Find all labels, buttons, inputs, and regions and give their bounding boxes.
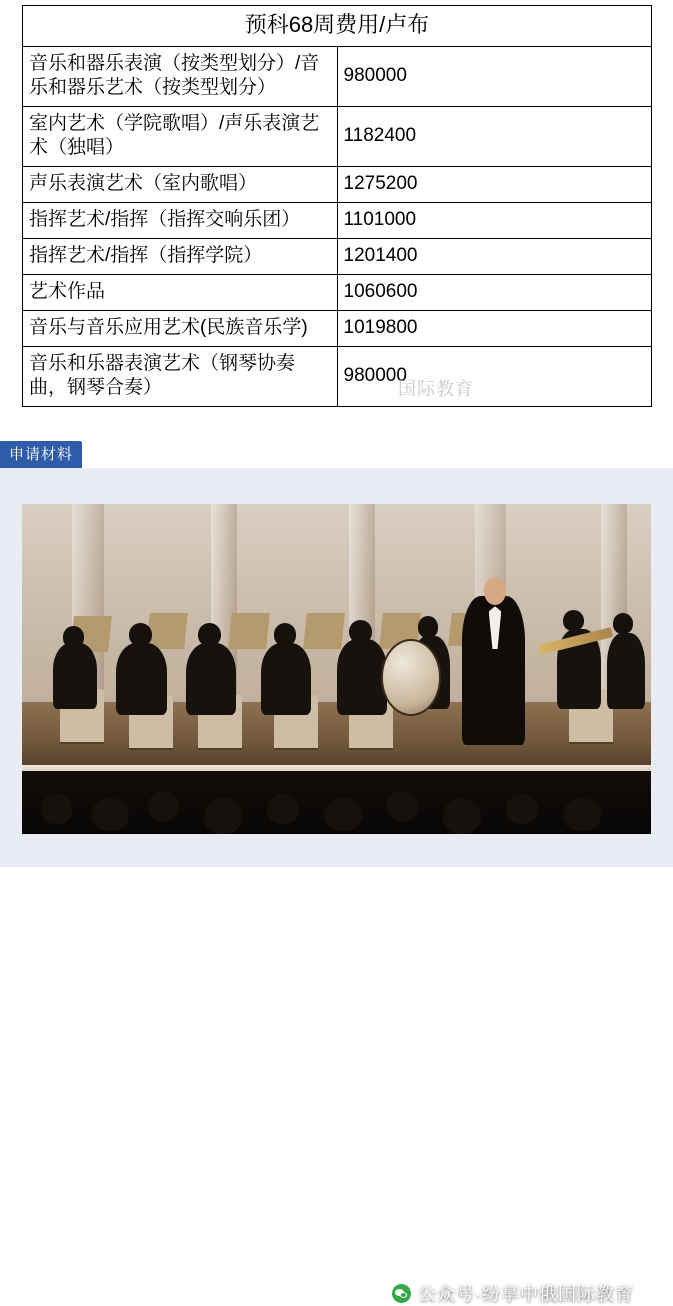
musician-head <box>563 610 584 631</box>
program-fee: 1182400 <box>337 107 652 167</box>
audience-head <box>563 798 601 831</box>
audience-head <box>506 794 537 824</box>
table-row <box>23 275 652 311</box>
audience-head <box>91 798 129 831</box>
orchestra-musician <box>53 643 97 709</box>
program-name: 指挥艺术/指挥（指挥学院） <box>23 239 338 275</box>
program-fee: 1060600 <box>337 275 652 311</box>
musician-head <box>613 613 633 634</box>
program-name: 指挥艺术/指挥（指挥交响乐团） <box>23 203 338 239</box>
fee-table <box>22 5 652 407</box>
program-name: 声乐表演艺术（室内歌唱） <box>23 167 338 203</box>
table-row <box>23 347 652 407</box>
concert-photo <box>22 504 651 834</box>
table-row <box>23 107 652 167</box>
musician-head <box>418 616 438 637</box>
wechat-icon <box>392 1284 411 1303</box>
audience-head <box>41 794 72 824</box>
musician-head <box>129 623 152 646</box>
orchestra-musician <box>607 633 645 709</box>
table-title: 预科68周费用/卢布 <box>23 6 652 47</box>
bass-drum <box>381 639 442 716</box>
orchestra-musician <box>186 643 236 716</box>
table-row <box>23 239 652 275</box>
program-name: 音乐与音乐应用艺术(民族音乐学) <box>23 311 338 347</box>
program-name: 音乐和乐器表演艺术（钢琴协奏曲，钢琴合奏） <box>23 347 338 407</box>
soloist-head <box>484 577 507 605</box>
program-name: 室内艺术（学院歌唱）/声乐表演艺术（独唱） <box>23 107 338 167</box>
musician-head <box>274 623 297 646</box>
music-stand <box>228 613 270 649</box>
orchestra-musician <box>261 643 311 716</box>
program-fee: 1201400 <box>337 239 652 275</box>
audience-head <box>148 791 179 821</box>
musician-head <box>63 626 84 647</box>
program-fee: 1019800 <box>337 311 652 347</box>
musician-head <box>198 623 221 646</box>
table-title-row <box>23 6 652 47</box>
music-stand <box>303 613 345 649</box>
program-name: 艺术作品 <box>23 275 338 311</box>
table-row <box>23 311 652 347</box>
table-row <box>23 47 652 107</box>
program-fee: 980000 <box>337 347 652 407</box>
program-fee: 1101000 <box>337 203 652 239</box>
audience-head <box>267 794 298 824</box>
audience-head <box>387 791 418 821</box>
audience-head <box>443 798 481 834</box>
orchestra-musician <box>337 639 387 715</box>
program-fee: 980000 <box>337 47 652 107</box>
program-name: 音乐和器乐表演（按类型划分）/音乐和器乐艺术（按类型划分） <box>23 47 338 107</box>
musician-head <box>349 620 372 643</box>
table-row <box>23 203 652 239</box>
orchestra-musician <box>116 643 166 716</box>
watermark-table-overlay: 国际教育 <box>398 379 474 399</box>
fee-table-body <box>23 6 652 407</box>
section-tag-application-materials: 申请材料 <box>0 441 82 469</box>
watermark-account-label: 公众号·纷享中俄国际教育 <box>418 1284 634 1304</box>
audience-head <box>324 798 362 831</box>
table-row <box>23 167 652 203</box>
fee-table-container <box>22 5 652 407</box>
audience-head <box>204 798 242 834</box>
watermark-account <box>392 1280 634 1306</box>
photo-panel <box>0 468 673 1304</box>
program-fee: 1275200 <box>337 167 652 203</box>
